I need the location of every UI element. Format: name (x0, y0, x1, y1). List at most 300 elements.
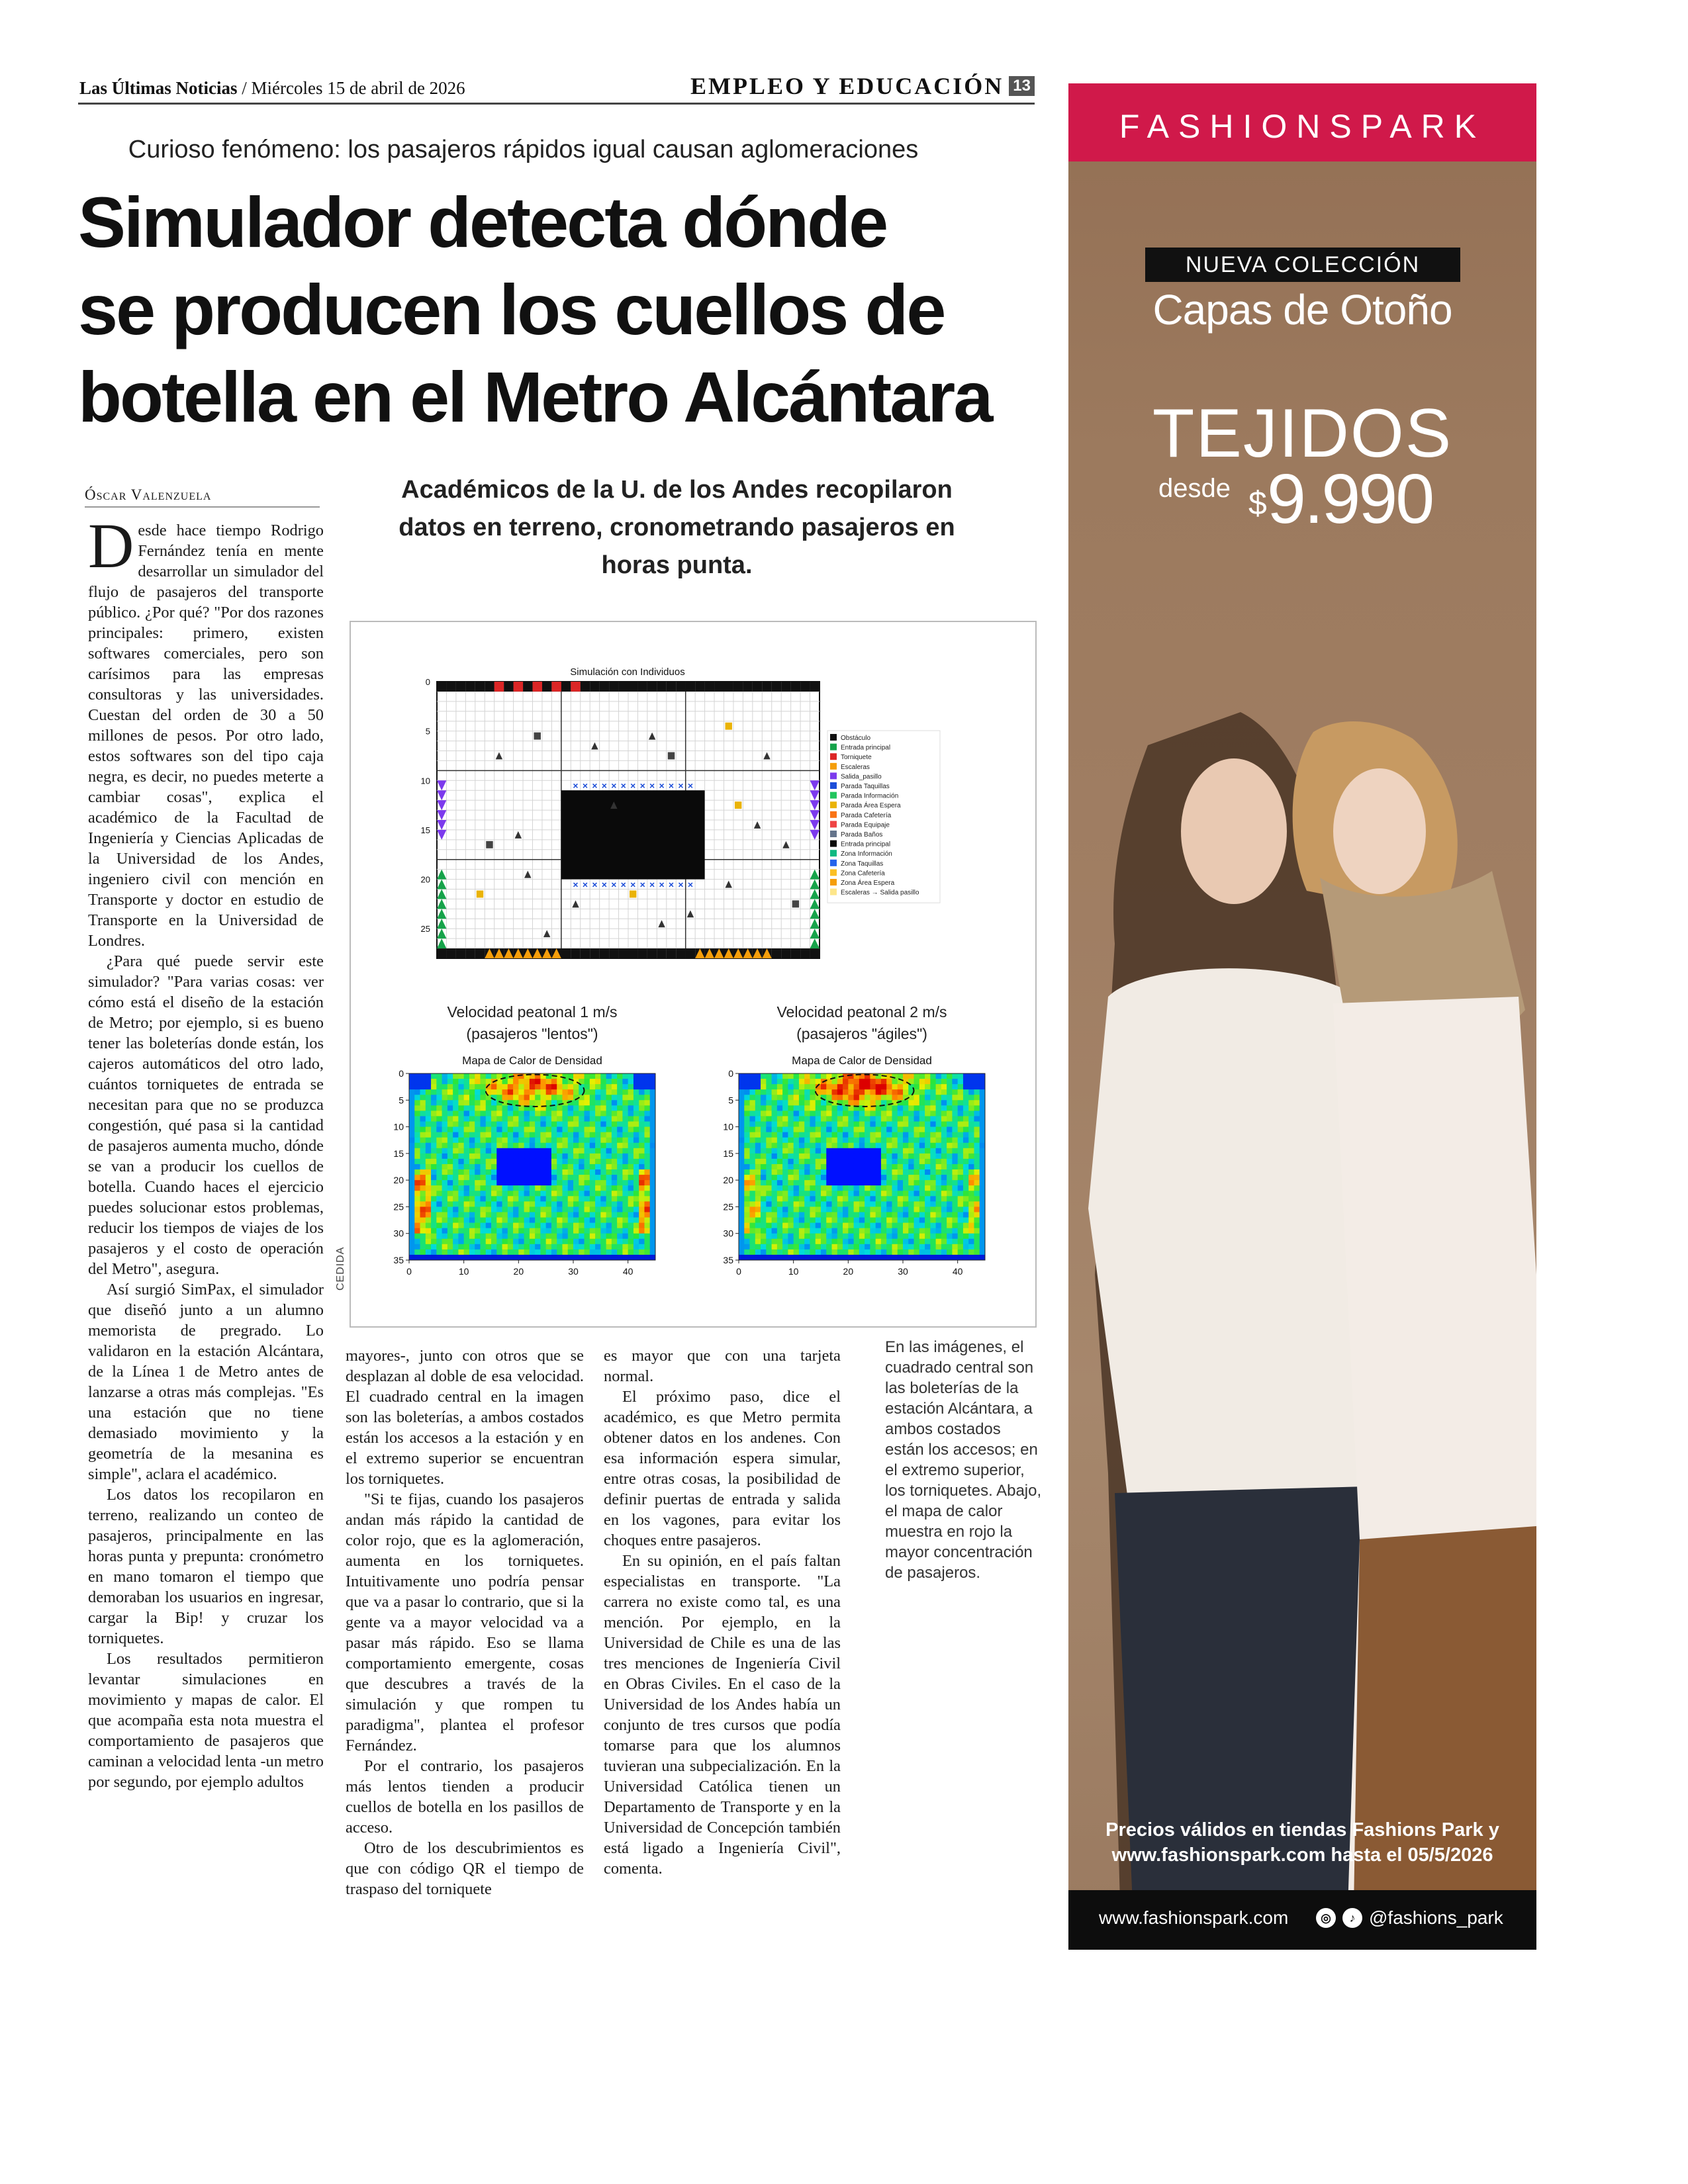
heatmap-cell (821, 1234, 827, 1240)
heatmap-cell (600, 1148, 606, 1154)
heatmap-cell (617, 1180, 623, 1186)
heatmap-cell (788, 1244, 794, 1250)
sim-y-tick-label: 15 (420, 825, 430, 835)
heatmap-cell (761, 1191, 767, 1197)
heatmap-cell (595, 1111, 601, 1116)
heatmap-cell (859, 1175, 865, 1181)
heatmap-cell (633, 1089, 639, 1095)
heatmap-cell (639, 1250, 645, 1255)
heatmap-cell (968, 1159, 974, 1165)
heatmap-cell (557, 1116, 563, 1122)
heatmap-cell (919, 1212, 925, 1218)
heatmap-cell (585, 1122, 590, 1128)
heatmap-cell (908, 1239, 914, 1245)
heatmap-cell (919, 1234, 925, 1240)
heatmap-cell (892, 1191, 898, 1197)
heatmap-cell (491, 1191, 497, 1197)
heatmap-cell (530, 1100, 536, 1106)
heatmap-cell (919, 1255, 925, 1261)
heatmap-cell (436, 1250, 442, 1255)
heatmap-cell (799, 1138, 805, 1144)
heatmap-cell (898, 1138, 904, 1144)
heatmap-cell (579, 1191, 585, 1197)
price-value: 9.990 (1267, 460, 1433, 538)
heatmap-cell (881, 1143, 887, 1149)
heatmap-cell (568, 1169, 574, 1175)
heatmap-cell (958, 1164, 964, 1170)
instagram-icon[interactable]: ◎ (1316, 1908, 1336, 1928)
headline-line: se producen los cuellos de (78, 269, 945, 349)
heatmap-cell (772, 1244, 778, 1250)
heatmap-cell (622, 1148, 628, 1154)
heatmap-cell (739, 1206, 745, 1212)
heatmap-fast-subtitle2: (pasajeros "ágiles") (796, 1025, 927, 1042)
heatmap-cell (832, 1159, 838, 1165)
heatmap-cell (799, 1223, 805, 1229)
heatmap-cell (524, 1116, 530, 1122)
heatmap-cell (936, 1143, 942, 1149)
heatmap-cell (436, 1169, 442, 1175)
heatmap-cell (431, 1201, 437, 1207)
heatmap-cell (617, 1095, 623, 1101)
heatmap-cell (426, 1175, 432, 1181)
heatmap-cell (772, 1122, 778, 1128)
heatmap-cell (524, 1228, 530, 1234)
heatmap-cell (794, 1159, 800, 1165)
heatmap-cell (958, 1234, 964, 1240)
heatmap-cell (816, 1169, 821, 1175)
heatmap-cell (925, 1196, 931, 1202)
heatmap-cell (442, 1089, 448, 1095)
heatmap-cell (968, 1089, 974, 1095)
heatmap-cell (633, 1250, 639, 1255)
tiktok-icon[interactable]: ♪ (1342, 1908, 1362, 1928)
heatmap-cell (524, 1100, 530, 1106)
heatmap-cell (579, 1223, 585, 1229)
heatmap-cell (628, 1084, 634, 1090)
heatmap-cell (595, 1122, 601, 1128)
heatmap-cell (557, 1122, 563, 1128)
heatmap-cell (886, 1185, 892, 1191)
heatmap-cell (644, 1218, 650, 1224)
heatmap-cell (436, 1138, 442, 1144)
heatmap-cell (903, 1201, 909, 1207)
heatmap-cell (540, 1218, 546, 1224)
heatmap-cell (612, 1169, 618, 1175)
heatmap-cell (458, 1154, 464, 1160)
sim-wall (714, 682, 724, 692)
heatmap-cell (551, 1185, 557, 1191)
heatmap-cell (881, 1164, 887, 1170)
heatmap-cell (777, 1138, 783, 1144)
heatmap-cell (782, 1132, 788, 1138)
heatmap-cell (573, 1164, 579, 1170)
heatmap-cell (947, 1127, 953, 1133)
heatmap-cell (816, 1255, 821, 1261)
heatmap-cell (622, 1239, 628, 1245)
heatmap-cell (513, 1122, 519, 1128)
heatmap-cell (650, 1218, 656, 1224)
heatmap-cell (892, 1122, 898, 1128)
heatmap-cell (409, 1223, 415, 1229)
heatmap-cell (799, 1159, 805, 1165)
heatmap-cell (524, 1218, 530, 1224)
heatmap-cell (930, 1234, 936, 1240)
heatmap-cell (947, 1148, 953, 1154)
sim-y-ticks (421, 677, 430, 934)
heatmap-cell (585, 1250, 590, 1255)
heatmap-cell (794, 1169, 800, 1175)
heatmap-cell (513, 1180, 519, 1186)
heatmap-cell (755, 1255, 761, 1261)
heatmap-cell (761, 1164, 767, 1170)
heatmap-cell (881, 1111, 887, 1116)
heatmap-cell (919, 1180, 925, 1186)
heatmap-cell (562, 1095, 568, 1101)
heatmap-cell (952, 1223, 958, 1229)
sim-ticket-window: × (678, 780, 684, 792)
heatmap-cell (458, 1164, 464, 1170)
heatmap-cell (848, 1148, 854, 1154)
heatmap-cell (914, 1159, 920, 1165)
heatmap-cell (409, 1218, 415, 1224)
paragraph: Los datos los recopilaron en terreno, realizando un conteo de pasajeros, principalmente en las horas punta y prepunta: cronómetro en mano tomaron el tiempo que demoraban los usuarios en ingresar, cargar la Bip! y cruzar los torniquetes. (88, 1486, 324, 1647)
heatmap-cell (590, 1148, 596, 1154)
heatmap-cell (557, 1169, 563, 1175)
ad-website-link[interactable]: www.fashionspark.com (1099, 1907, 1289, 1928)
heatmap-cell (804, 1234, 810, 1240)
heatmap-cell (968, 1073, 974, 1079)
heatmap-cell (870, 1196, 876, 1202)
heatmap-cell (414, 1206, 420, 1212)
heatmap-cell (837, 1180, 843, 1186)
heatmap-cell (458, 1169, 464, 1175)
heatmap-cell (919, 1196, 925, 1202)
heatmap-cell (766, 1169, 772, 1175)
sim-legend-label: Parada Equipaje (841, 821, 890, 829)
heatmap-cell (958, 1218, 964, 1224)
heatmap-cell (744, 1218, 750, 1224)
heatmap-cell (930, 1244, 936, 1250)
heatmap-cell (816, 1206, 821, 1212)
heatmap-cell (941, 1185, 947, 1191)
heatmap-cell (486, 1244, 492, 1250)
heatmap-cell (486, 1169, 492, 1175)
heatmap-cell (848, 1169, 854, 1175)
heatmap-cell (952, 1148, 958, 1154)
heatmap-cell (914, 1250, 920, 1255)
heatmap-cell (469, 1239, 475, 1245)
heatmap-cell (755, 1079, 761, 1085)
heatmap-cell (968, 1105, 974, 1111)
heatmap-cell (755, 1223, 761, 1229)
heatmap-cell (898, 1191, 904, 1197)
heatmap-cell (447, 1105, 453, 1111)
heatmap-cell (480, 1127, 486, 1133)
heatmap-cell (491, 1180, 497, 1186)
heatmap-cell (930, 1073, 936, 1079)
heatmap-cell (535, 1234, 541, 1240)
heatmap-cell (925, 1143, 931, 1149)
heatmap-cell (941, 1095, 947, 1101)
heatmap-cell (414, 1148, 420, 1154)
heatmap-cell (513, 1111, 519, 1116)
heatmap-cell (442, 1084, 448, 1090)
heatmap-cell (876, 1154, 882, 1160)
heatmap-cell (832, 1191, 838, 1197)
heatmap-cell (804, 1132, 810, 1138)
heatmap-cell (606, 1079, 612, 1085)
heatmap-cell (431, 1084, 437, 1090)
heatmap-cell (848, 1073, 854, 1079)
heatmap-cell (447, 1089, 453, 1095)
heatmap-cell (409, 1095, 415, 1101)
heatmap-cell (908, 1218, 914, 1224)
heatmap-cell (930, 1159, 936, 1165)
heatmap-cell (551, 1127, 557, 1133)
byline: Óscar Valenzuela (85, 486, 320, 508)
heatmap-cell (491, 1148, 497, 1154)
heatmap-cell (925, 1089, 931, 1095)
heatmap-cell (958, 1255, 964, 1261)
heatmap-cell (568, 1196, 574, 1202)
fashionspark-ad[interactable] (1068, 83, 1536, 1950)
heatmap-cell (859, 1138, 865, 1144)
heatmap-cell (644, 1105, 650, 1111)
heatmap-cell (930, 1185, 936, 1191)
heatmap-cell (898, 1148, 904, 1154)
heatmap-cell (963, 1223, 969, 1229)
heatmap-cell (903, 1084, 909, 1090)
heatmap-cell (530, 1196, 536, 1202)
heatmap-cell (644, 1148, 650, 1154)
heatmap-cell (947, 1138, 953, 1144)
heatmap-cell (898, 1218, 904, 1224)
heatmap-cell (469, 1234, 475, 1240)
heatmap-cell (557, 1212, 563, 1218)
heatmap-cell (788, 1084, 794, 1090)
heatmap-cell (585, 1185, 590, 1191)
heatmap-cell (761, 1244, 767, 1250)
heatmap-cell (617, 1244, 623, 1250)
heatmap-cell (941, 1250, 947, 1255)
heatmap-cell (502, 1169, 508, 1175)
heatmap-cell (595, 1175, 601, 1181)
heatmap-cell (886, 1191, 892, 1197)
heatmap-cell (772, 1084, 778, 1090)
heatmap-cell (777, 1079, 783, 1085)
heatmap-cell (750, 1079, 756, 1085)
heatmap-cell (772, 1154, 778, 1160)
heatmap-cell (590, 1234, 596, 1240)
heatmap-cell (739, 1244, 745, 1250)
heatmap-cell (761, 1073, 767, 1079)
heatmap-cell (826, 1255, 832, 1261)
heatmap-cell (535, 1132, 541, 1138)
heatmap-cell (426, 1196, 432, 1202)
heatmap-cell (436, 1159, 442, 1165)
heatmap-cell (513, 1223, 519, 1229)
heatmap-cell (617, 1201, 623, 1207)
heatmap-cell (475, 1180, 481, 1186)
heatmap-cell (859, 1218, 865, 1224)
heatmap-y-tick-label: 20 (393, 1175, 404, 1186)
heatmap-cell (821, 1201, 827, 1207)
heatmap-cell (518, 1223, 524, 1229)
heatmap-cell (650, 1212, 656, 1218)
heatmap-cell (930, 1122, 936, 1128)
brand-logo[interactable]: FASHIONSPARK (1119, 108, 1486, 145)
heatmap-cell (442, 1175, 448, 1181)
heatmap-cell (633, 1212, 639, 1218)
heatmap-cell (442, 1116, 448, 1122)
heatmap-cell (947, 1154, 953, 1160)
heatmap-cell (606, 1095, 612, 1101)
heatmap-cell (557, 1073, 563, 1079)
heatmap-cell (958, 1154, 964, 1160)
heatmap-cell (804, 1228, 810, 1234)
heatmap-cell (551, 1122, 557, 1128)
heatmap-cell (530, 1234, 536, 1240)
heatmap-cell (590, 1138, 596, 1144)
sim-wall (753, 682, 762, 692)
heatmap-cell (772, 1218, 778, 1224)
heatmap-cell (524, 1206, 530, 1212)
heatmap-cell (903, 1185, 909, 1191)
heatmap-cell (843, 1191, 849, 1197)
heatmap-cell (585, 1084, 590, 1090)
heatmap-cell (750, 1206, 756, 1212)
sim-turnstile (571, 682, 580, 692)
heatmap-cell (794, 1095, 800, 1101)
heatmap-cell (947, 1228, 953, 1234)
sim-y-tick-label: 10 (420, 776, 430, 786)
heatmap-cell (644, 1206, 650, 1212)
heatmap-cell (508, 1138, 514, 1144)
heatmap-cell (431, 1100, 437, 1106)
heatmap-cell (936, 1148, 942, 1154)
heatmap-cell (750, 1191, 756, 1197)
heatmap-cell (628, 1154, 634, 1160)
heatmap-cell (941, 1116, 947, 1122)
heatmap-cell (480, 1239, 486, 1245)
sim-y-tick-label: 0 (425, 677, 430, 687)
heatmap-cell (914, 1201, 920, 1207)
heatmap-cell (491, 1185, 497, 1191)
heatmap-cell (453, 1095, 459, 1101)
heatmap-cell (761, 1180, 767, 1186)
heatmap-cell (821, 1089, 827, 1095)
heatmap-cell (612, 1073, 618, 1079)
heatmap-cell (947, 1191, 953, 1197)
heatmap-cell (420, 1255, 426, 1261)
heatmap-cell (508, 1084, 514, 1090)
heatmap-cell (974, 1154, 980, 1160)
heatmap-cell (453, 1116, 459, 1122)
heatmap-cell (551, 1212, 557, 1218)
heatmap-cell (436, 1223, 442, 1229)
heatmap-cell (420, 1154, 426, 1160)
heatmap-cell (794, 1116, 800, 1122)
heatmap-cell (491, 1073, 497, 1079)
heatmap-cell (876, 1206, 882, 1212)
heatmap-cell (903, 1218, 909, 1224)
heatmap-cell (761, 1228, 767, 1234)
heatmap-cell (628, 1175, 634, 1181)
heatmap-cell (766, 1201, 772, 1207)
heatmap-cell (480, 1148, 486, 1154)
heatmap-cell (530, 1169, 536, 1175)
heatmap-cell (524, 1111, 530, 1116)
heatmap-cell (886, 1089, 892, 1095)
heatmap-cell (750, 1164, 756, 1170)
heatmap-cell (639, 1255, 645, 1261)
heatmap-cell (892, 1159, 898, 1165)
heatmap-cell (914, 1105, 920, 1111)
heatmap-cell (777, 1100, 783, 1106)
heatmap-cell (617, 1116, 623, 1122)
heatmap-cell (639, 1234, 645, 1240)
heatmap-cell (480, 1100, 486, 1106)
heatmap-cell (930, 1138, 936, 1144)
heatmap-cell (496, 1122, 502, 1128)
heatmap-cell (930, 1196, 936, 1202)
heatmap-cell (870, 1250, 876, 1255)
heatmap-cell (600, 1084, 606, 1090)
heatmap-cell (628, 1138, 634, 1144)
heatmap-cell (546, 1095, 552, 1101)
heatmap-cell (491, 1201, 497, 1207)
sim-wall (772, 682, 781, 692)
heatmap-cell (568, 1116, 574, 1122)
heatmap-cell (766, 1212, 772, 1218)
sim-wall (772, 948, 781, 958)
heatmap-cell (832, 1250, 838, 1255)
heatmap-cell (464, 1180, 470, 1186)
heatmap-cell (546, 1234, 552, 1240)
heatmap-cell (453, 1185, 459, 1191)
heatmap-cell (936, 1250, 942, 1255)
heatmap-cell (941, 1255, 947, 1261)
heatmap-cell (837, 1127, 843, 1133)
heatmap-cell (810, 1138, 816, 1144)
heatmap-cell (772, 1239, 778, 1245)
social-handle[interactable]: @fashions_park (1369, 1907, 1503, 1928)
heatmap-cell (744, 1212, 750, 1218)
heatmap-cell (568, 1132, 574, 1138)
heatmap-cell (930, 1116, 936, 1122)
heatmap-cell (486, 1116, 492, 1122)
heatmap-cell (925, 1234, 931, 1240)
validity-line: Precios válidos en tiendas Fashions Park y (1105, 1819, 1499, 1841)
heatmap-cell (870, 1169, 876, 1175)
heatmap-cell (540, 1111, 546, 1116)
heatmap-cell (606, 1218, 612, 1224)
heatmap-cell (761, 1196, 767, 1202)
heatmap-cell (458, 1180, 464, 1186)
sim-wall (619, 682, 628, 692)
heatmap-cell (892, 1234, 898, 1240)
heatmap-cell (794, 1206, 800, 1212)
heatmap-cell (508, 1175, 514, 1181)
heatmap-cell (546, 1116, 552, 1122)
heatmap-cell (612, 1122, 618, 1128)
heatmap-cell (766, 1223, 772, 1229)
heatmap-y-tick-label: 25 (723, 1201, 733, 1212)
paragraph (88, 510, 324, 951)
heatmap-cell (453, 1159, 459, 1165)
heatmap-cell (755, 1191, 761, 1197)
